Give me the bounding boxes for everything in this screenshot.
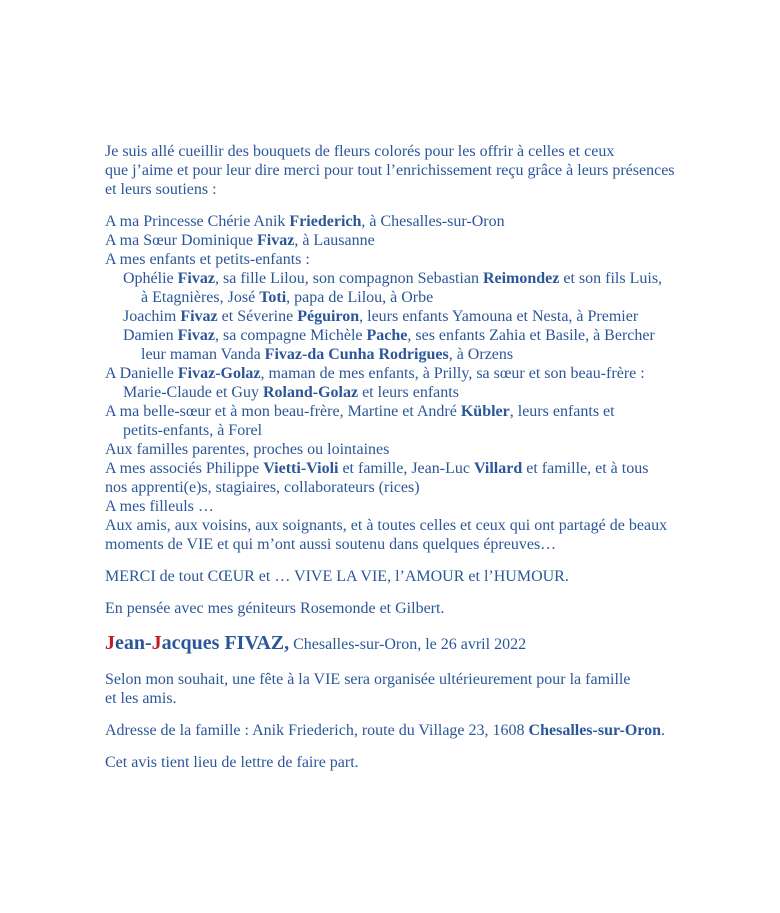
text-segment: , à Lausanne [294,232,375,249]
bold-name: Pache [366,327,408,344]
text-line [105,180,725,199]
text-line [105,497,725,516]
text-segment: En pensée avec mes géniteurs Rosemonde et Gilbert. [105,600,445,617]
text-line [105,535,725,554]
text-line [105,670,725,689]
bold-name: acques FIVAZ, [161,632,290,654]
bold-name: Roland-Golaz [262,384,359,401]
text-line [105,753,725,772]
text-segment: Adresse de la famille : Anik Friederich, route du Village 23, 1608 [105,722,529,739]
text-segment: petits-enfants, à Forel [123,422,263,439]
bold-name: Friederich [289,213,362,230]
text-segment: A mes associés Philippe [105,460,264,477]
text-segment: et leurs enfants [358,384,459,401]
text-segment: et leurs soutiens : [105,181,217,198]
text-line [105,440,725,459]
text-segment: Damien [123,327,178,344]
text-line [105,288,725,307]
text-line [105,689,725,708]
bold-name: Fivaz-da Cunha Rodrigues [264,346,449,363]
text-line [105,364,725,383]
text-line [105,516,725,535]
paragraph-dedications [105,212,725,554]
text-segment: et famille, Jean-Luc [338,460,474,477]
paragraph-merci [105,567,725,586]
text-line [105,269,725,288]
text-line [105,459,725,478]
text-segment: A ma Princesse Chérie Anik [105,213,290,230]
text-segment: , à Orzens [448,346,514,363]
text-segment: , sa compagne Michèle [214,327,367,344]
text-segment: et les amis. [105,690,177,707]
bold-name: Chesalles-sur-Oron [528,722,661,739]
text-segment: moments de VIE et qui m’ont aussi soutenu dans quelques épreuves… [105,536,557,553]
text-segment: A ma belle-sœur et à mon beau-frère, Martine et André [105,403,461,420]
text-line [105,231,725,250]
text-segment: A Danielle [105,365,178,382]
red-initial: J [151,632,162,654]
document-content [105,142,725,772]
text-segment: Cet avis tient lieu de lettre de faire part. [105,754,359,771]
text-line [105,599,725,618]
text-segment: A mes enfants et petits-enfants : [105,251,310,268]
bold-name: ean- [115,632,152,654]
paragraph-intro [105,142,725,199]
paragraph-signature [105,631,725,657]
text-segment: , maman de mes enfants, à Prilly, sa sœur et son beau-frère : [260,365,645,382]
text-segment: à Etagnières, José [141,289,260,306]
text-segment: nos apprenti(e)s, stagiaires, collaborateurs (rices) [105,479,420,496]
text-line [105,142,725,161]
red-initial: J [105,632,115,654]
paragraph-adresse [105,721,725,740]
bold-name: Toti [259,289,287,306]
text-segment: Selon mon souhait, une fête à la VIE sera organisée ultérieurement pour la famille [105,671,631,688]
text-line [105,212,725,231]
bold-name: Péguiron [297,308,360,325]
text-line [105,326,725,345]
bold-name: Villard [473,460,523,477]
text-segment: Aux amis, aux voisins, aux soignants, et à toutes celles et ceux qui ont partagé de beaux [105,517,668,534]
text-segment: et famille, et à tous [522,460,649,477]
bold-name: Fivaz [177,327,215,344]
text-segment: , sa fille Lilou, son compagnon Sebastian [214,270,483,287]
text-line [105,307,725,326]
text-segment: que j’aime et pour leur dire merci pour tout l’enrichissement reçu grâce à leurs présences [105,162,675,179]
text-segment: Marie-Claude et Guy [123,384,263,401]
bold-name: Reimondez [482,270,560,287]
text-segment: , leurs enfants Yamouna et Nesta, à Premier [359,308,639,325]
text-segment: , ses enfants Zahia et Basile, à Bercher [407,327,655,344]
bold-name: Fivaz [177,270,215,287]
text-segment: , papa de Lilou, à Orbe [286,289,434,306]
text-segment: et Séverine [217,308,298,325]
bold-name: Fivaz [180,308,218,325]
bold-name: Fivaz [257,232,295,249]
text-line [105,250,725,269]
bold-name: Vietti-Violi [263,460,339,477]
paragraph-geniteurs [105,599,725,618]
text-line [105,161,725,180]
text-line [105,421,725,440]
text-segment: A mes filleuls … [105,498,214,515]
text-segment: . [660,722,665,739]
text-line [105,567,725,586]
paragraph-fete [105,670,725,708]
text-segment: Chesalles-sur-Oron, le 26 avril 2022 [289,636,527,653]
text-segment: leur maman Vanda [141,346,265,363]
bold-name: Fivaz-Golaz [177,365,261,382]
text-line [105,402,725,421]
text-segment: , à Chesalles-sur-Oron [361,213,505,230]
text-line [105,383,725,402]
text-segment: A ma Sœur Dominique [105,232,257,249]
bold-name: Kübler [460,403,510,420]
text-line [105,631,725,657]
text-segment: Ophélie [123,270,178,287]
text-line [105,721,725,740]
text-line [105,345,725,364]
text-segment: Joachim [123,308,181,325]
text-line [105,478,725,497]
paragraph-avis [105,753,725,772]
text-segment: , leurs enfants et [509,403,615,420]
text-segment: MERCI de tout CŒUR et … VIVE LA VIE, l’AMOUR et l’HUMOUR. [105,568,569,585]
text-segment: et son fils Luis, [559,270,663,287]
text-segment: Je suis allé cueillir des bouquets de fleurs colorés pour les offrir à celles et ceux [105,143,615,160]
text-segment: Aux familles parentes, proches ou lointaines [105,441,390,458]
